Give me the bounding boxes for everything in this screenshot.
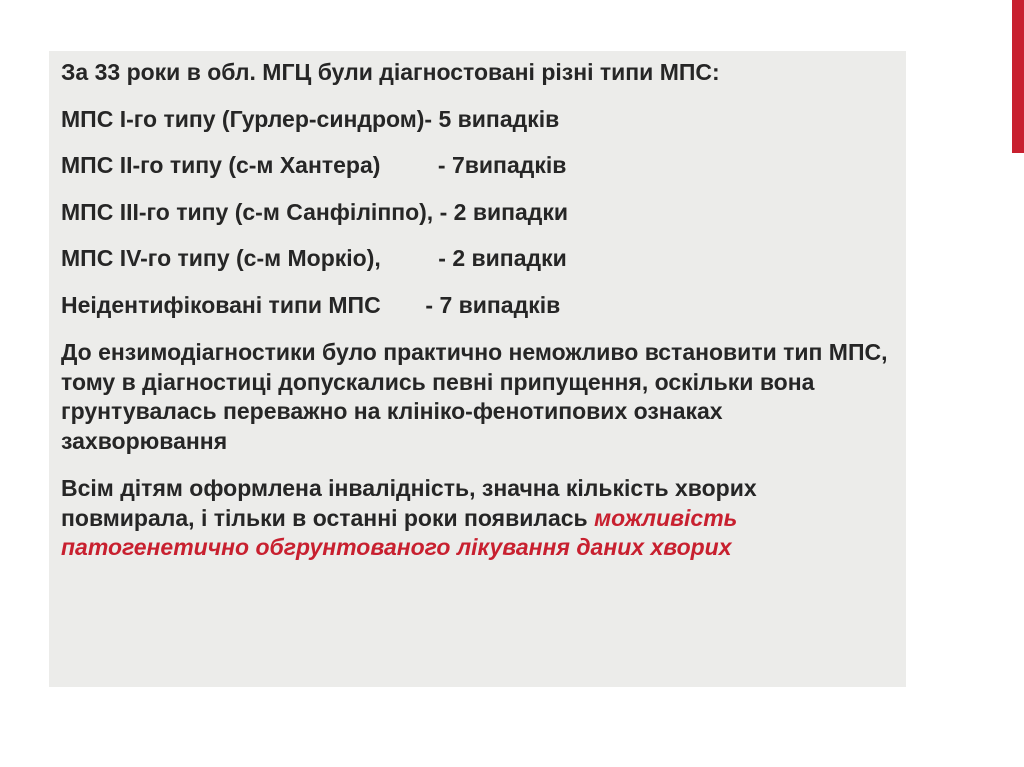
outcome-paragraph bbox=[61, 474, 891, 563]
slide-text bbox=[61, 59, 891, 563]
mps-type-4-line: МПС IV-го типу (с-м Моркіо), - 2 випадки bbox=[61, 245, 567, 271]
intro-line: За 33 роки в обл. МГЦ були діагностовані різні типи МПС: bbox=[61, 59, 720, 85]
treatment-emphasis: можливість патогенетично обгрунтованого лікування даних хворих bbox=[61, 504, 738, 560]
diagnostics-paragraph: До ензимодіагностики було практично неможливо встановити тип МПС, тому в діагностиці допускались певні припущення, оскільки вона грунтувалась переважно на клініко-фенотипових ознаках захворювання bbox=[61, 339, 888, 454]
accent-bar bbox=[1012, 0, 1024, 153]
mps-unidentified-line: Неідентифіковані типи МПС - 7 випадків bbox=[61, 291, 561, 318]
mps-type-1-line: МПС І-го типу (Гурлер-синдром)- 5 випадків bbox=[61, 105, 560, 132]
mps-type-2-line: МПС ІІ-го типу (с-м Хантера) - 7випадків bbox=[61, 152, 567, 178]
content-panel bbox=[49, 51, 906, 687]
outcome-text: Всім дітям оформлена інвалідність, значна кількість хворих повмирала, і тільки в останні роки появилась bbox=[61, 475, 757, 531]
mps-type-3-line: МПС ІІІ-го типу (с-м Санфіліппо), - 2 випадки bbox=[61, 198, 569, 225]
